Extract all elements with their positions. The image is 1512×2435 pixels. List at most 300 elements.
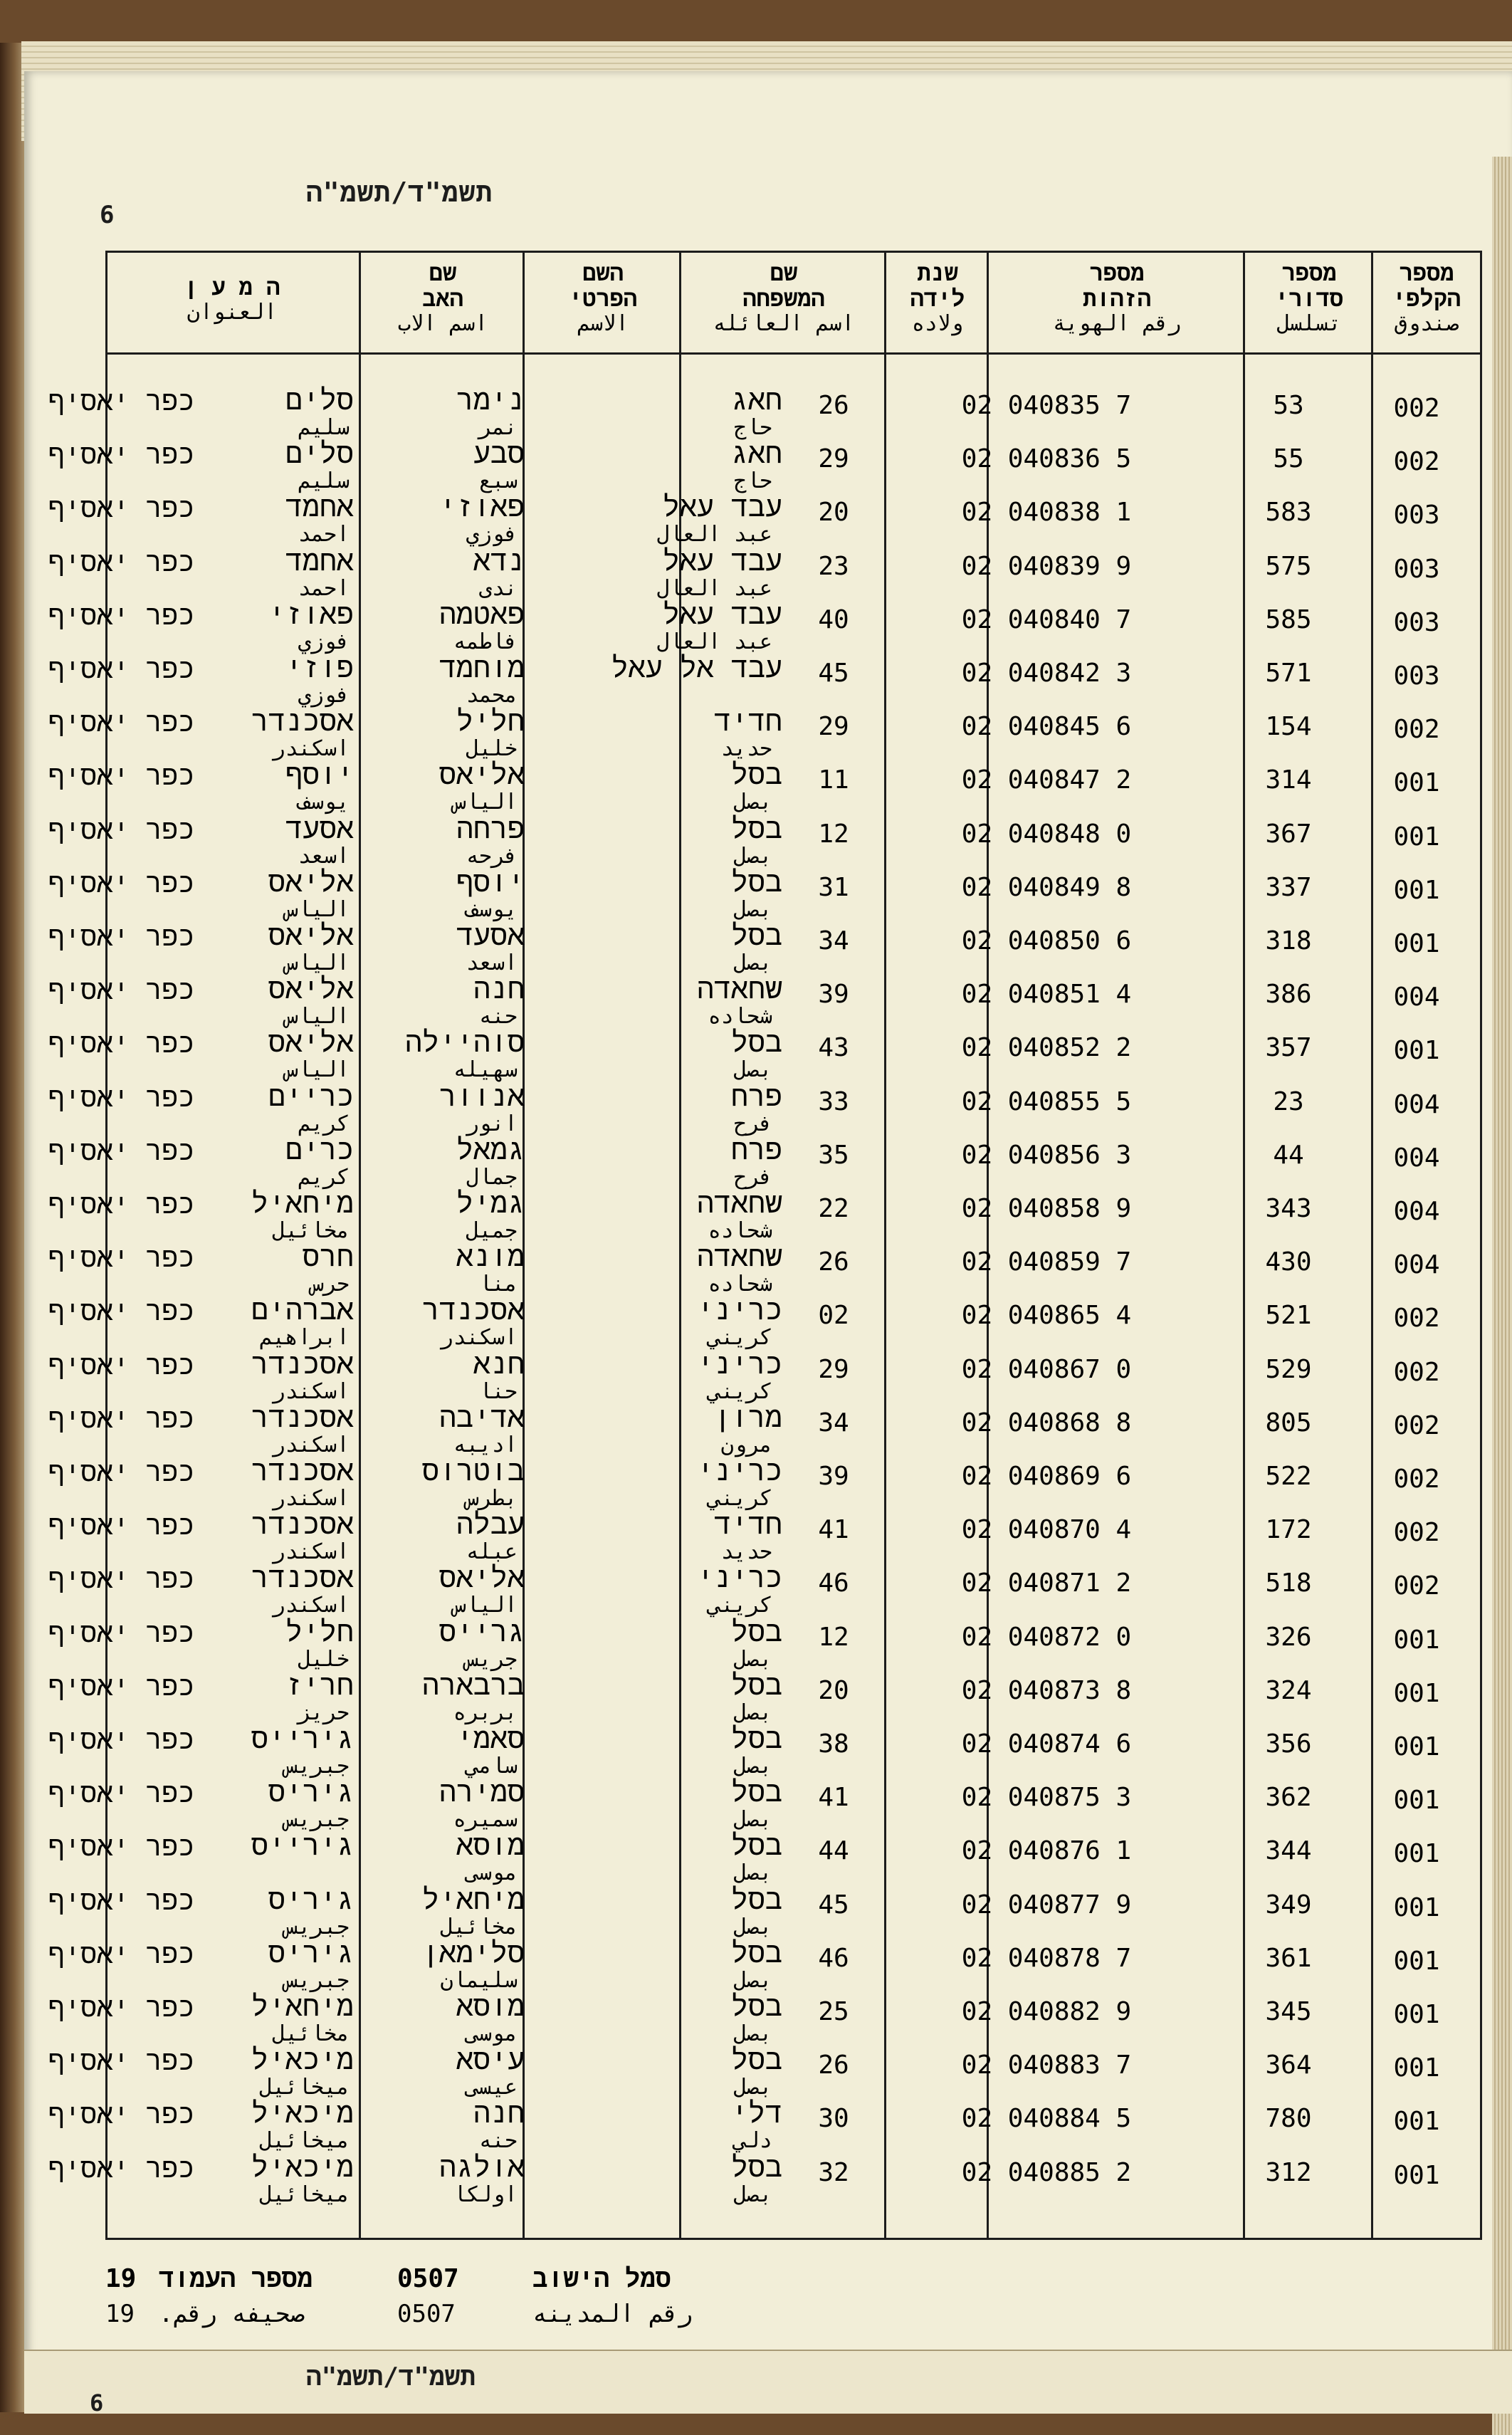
id-number: 02 040878 7 — [961, 1943, 1132, 1973]
serial-number: 343 — [1265, 1194, 1312, 1223]
id-number: 02 040877 9 — [961, 1890, 1132, 1920]
family-name: עבד עאל — [662, 491, 782, 524]
id-number: 02 040872 0 — [961, 1622, 1132, 1652]
given-name: עבלה — [456, 1508, 525, 1541]
address: כפר יאסיף — [48, 545, 194, 577]
given-name-arabic: حنا — [478, 1378, 518, 1404]
given-name-arabic: انور — [466, 1111, 518, 1136]
family-name: בסל — [730, 812, 782, 845]
family-name-arabic: فرح — [733, 1164, 772, 1190]
given-name-arabic: سليمان — [440, 1967, 518, 1993]
page-stack-right-edge — [1492, 157, 1512, 2435]
table-row — [48, 1079, 1480, 1138]
birth-year: 41 — [818, 1515, 849, 1545]
birth-year: 11 — [818, 765, 849, 795]
id-number: 02 040883 7 — [961, 2051, 1132, 2080]
table-row — [48, 1990, 1480, 2048]
given-name: חנה — [473, 973, 525, 1006]
address: כפר יאסיף — [48, 1402, 194, 1434]
serial-number: 349 — [1265, 1890, 1312, 1920]
given-name: גמאל — [456, 1133, 525, 1166]
table-row — [48, 1776, 1480, 1833]
father-name-arabic: احمد — [298, 522, 350, 548]
address: כפר יאסיף — [48, 1027, 194, 1059]
id-number: 02 040852 2 — [961, 1033, 1132, 1063]
birth-year: 34 — [818, 1408, 849, 1438]
id-number: 02 040835 7 — [961, 391, 1132, 420]
box-number: 001 — [1393, 1036, 1440, 1066]
family-name: בסל — [730, 1722, 782, 1755]
box-number: 001 — [1393, 2107, 1440, 2137]
birth-year: 33 — [818, 1086, 849, 1116]
table-row — [48, 1882, 1480, 1941]
id-number: 02 040876 1 — [961, 1836, 1132, 1866]
given-name-arabic: جمال — [466, 1164, 518, 1190]
family-name-arabic: بصل — [733, 2075, 772, 2100]
box-number: 004 — [1393, 1089, 1440, 1119]
family-name: עבד עאל — [662, 544, 782, 577]
father-name: אסכנדר — [251, 1561, 354, 1595]
address: כפר יאסיף — [48, 1670, 194, 1702]
address: כפר יאסיף — [48, 2152, 194, 2184]
father-name-arabic: فوزي — [298, 629, 350, 654]
family-name: שחאדה — [696, 1187, 782, 1220]
father-name: יוסף — [285, 758, 354, 792]
next-page-sheet — [24, 2350, 1512, 2414]
serial-number: 356 — [1265, 1729, 1312, 1759]
footer-page-value-ar: 19 — [105, 2300, 135, 2328]
id-number: 02 040885 2 — [961, 2157, 1132, 2187]
family-name-arabic: فرح — [733, 1111, 772, 1136]
father-name-arabic: كريم — [298, 1164, 350, 1190]
father-name-arabic: الياس — [285, 1057, 350, 1083]
family-name: חאג — [730, 437, 782, 471]
serial-number: 780 — [1265, 2104, 1312, 2134]
table-row — [48, 437, 1480, 495]
father-name-arabic: اسكندر — [272, 1432, 350, 1457]
family-name: בסל — [730, 1776, 782, 1809]
given-name: אליאס — [439, 758, 525, 792]
father-name-arabic: خليل — [298, 1646, 350, 1672]
family-name: בסל — [730, 2150, 782, 2184]
table-row — [48, 1026, 1480, 1084]
box-number: 001 — [1393, 929, 1440, 958]
address: כפר יאסיף — [48, 599, 194, 631]
id-number: 02 040855 5 — [961, 1086, 1132, 1116]
given-name-arabic: اولكا — [453, 2182, 518, 2207]
birth-year: 26 — [818, 1247, 849, 1277]
address: כפר יאסיף — [48, 1991, 194, 2023]
table-row — [48, 1133, 1480, 1191]
given-name: אסעד — [456, 919, 525, 952]
table-row — [48, 1294, 1480, 1351]
box-number: 002 — [1393, 1410, 1440, 1440]
table-row — [48, 1240, 1480, 1298]
family-name-arabic: بصل — [733, 843, 772, 869]
given-name: בוטרוס — [421, 1455, 525, 1487]
given-name: פאוזי — [439, 491, 525, 524]
father-name: מיכאיל — [251, 2097, 354, 2130]
serial-number: 362 — [1265, 1783, 1312, 1813]
birth-year: 12 — [818, 1622, 849, 1652]
given-name: מיחאיל — [421, 1882, 525, 1916]
given-name-arabic: فاطمه — [453, 629, 518, 654]
serial-number: 575 — [1265, 551, 1312, 581]
id-number: 02 040849 8 — [961, 872, 1132, 902]
address: כפר יאסיף — [48, 1724, 194, 1755]
footer-page-label-ar: صحيفه رقم. — [159, 2300, 305, 2328]
birth-year: 34 — [818, 926, 849, 955]
address: כפר יאסיף — [48, 1831, 194, 1863]
birth-year: 02 — [818, 1301, 849, 1331]
box-number: 002 — [1393, 1518, 1440, 1548]
footer-page-value: 19 — [105, 2264, 137, 2293]
family-name-arabic: بصل — [733, 1860, 772, 1886]
father-name: אסכנדר — [251, 1347, 354, 1381]
given-name-arabic: حنه — [478, 1004, 518, 1030]
birth-year: 45 — [818, 1890, 849, 1920]
table-row — [48, 491, 1480, 548]
box-number: 004 — [1393, 1197, 1440, 1226]
family-name-arabic: بصل — [733, 1807, 772, 1833]
family-name: חדיד — [713, 1508, 782, 1541]
family-name-arabic: بصل — [733, 1754, 772, 1779]
birth-year: 29 — [818, 444, 849, 474]
family-name-arabic: حديد — [720, 736, 772, 762]
family-name: שחאדה — [696, 1240, 782, 1274]
header-id: מספר הזהות رقم الهوية — [1052, 259, 1182, 336]
family-name-arabic: كريني — [708, 1486, 772, 1511]
family-name: מרון — [713, 1400, 782, 1434]
id-number: 02 040869 6 — [961, 1462, 1132, 1491]
father-name: גיריס — [268, 1936, 354, 1969]
father-name-arabic: جبريس — [285, 1914, 350, 1939]
box-number: 002 — [1393, 1304, 1440, 1334]
serial-number: 53 — [1273, 391, 1304, 420]
father-name-arabic: حرس — [310, 1272, 350, 1297]
address: כפר יאסיף — [48, 760, 194, 792]
address: כפר יאסיף — [48, 1937, 194, 1969]
given-name: גמיל — [456, 1187, 525, 1220]
birth-year: 29 — [818, 712, 849, 742]
box-number: 003 — [1393, 607, 1440, 637]
given-name-arabic: عبله — [466, 1539, 518, 1565]
father-name: אליאס — [268, 1026, 354, 1059]
box-number: 003 — [1393, 554, 1440, 584]
father-name: אחמד — [285, 544, 354, 577]
father-name-arabic: اسكندر — [272, 1593, 350, 1618]
page-footer — [105, 2264, 1482, 2342]
serial-number: 571 — [1265, 659, 1312, 688]
table-header-row — [107, 253, 1480, 355]
birth-year: 43 — [818, 1033, 849, 1063]
family-name: בסל — [730, 758, 782, 792]
table-row — [48, 597, 1480, 656]
family-name: בסל — [730, 1615, 782, 1648]
given-name: אליאס — [439, 1561, 525, 1595]
family-name-arabic: حاج — [733, 468, 772, 494]
family-name-arabic: بصل — [733, 1646, 772, 1672]
given-name: מוסא — [456, 1829, 525, 1863]
table-row — [48, 1508, 1480, 1566]
address: כפר יאסיף — [48, 974, 194, 1006]
address: כפר יאסיף — [48, 1242, 194, 1274]
serial-number: 357 — [1265, 1033, 1312, 1063]
family-name: פרח — [730, 1133, 782, 1166]
given-name: סמירה — [439, 1776, 525, 1809]
family-name-arabic: شحاده — [708, 1272, 772, 1297]
given-name-arabic: اسعد — [466, 951, 518, 975]
header-family-name: שם המשפחה اسم العائله — [713, 259, 855, 336]
family-name-arabic: بصل — [733, 1057, 772, 1083]
table-row — [48, 2097, 1480, 2154]
table-row — [48, 1400, 1480, 1459]
given-name-arabic: اديبه — [453, 1432, 518, 1457]
serial-number: 326 — [1265, 1622, 1312, 1652]
page-number: 6 — [100, 201, 115, 229]
father-name-arabic: اسكندر — [272, 736, 350, 762]
address: כפר יאסיף — [48, 1456, 194, 1487]
id-number: 02 040847 2 — [961, 765, 1132, 795]
serial-number: 805 — [1265, 1408, 1312, 1438]
box-number: 001 — [1393, 1625, 1440, 1655]
birth-year: 32 — [818, 2157, 849, 2187]
address: כפר יאסיף — [48, 1616, 194, 1648]
father-name: מיחאיל — [251, 1187, 354, 1220]
id-number: 02 040845 6 — [961, 712, 1132, 742]
id-number: 02 040873 8 — [961, 1675, 1132, 1705]
table-row — [48, 865, 1480, 923]
birth-year: 35 — [818, 1140, 849, 1170]
header-birth-year: שנת לידה ولاده — [910, 259, 965, 336]
address: כפר יאסיף — [48, 385, 194, 417]
birth-year: 25 — [818, 1997, 849, 2026]
address: כפר יאסיף — [48, 2098, 194, 2130]
box-number: 001 — [1393, 2053, 1440, 2083]
given-name: פרחה — [456, 812, 525, 845]
father-name: מיחאיל — [251, 1990, 354, 2023]
family-name: דלי — [730, 2097, 782, 2130]
father-name: סלים — [285, 437, 354, 471]
given-name: מוחמד — [439, 651, 525, 684]
given-name-arabic: خليل — [466, 736, 518, 762]
table-row — [48, 651, 1480, 709]
family-name: עבד אל עאל — [611, 651, 782, 684]
birth-year: 20 — [818, 1675, 849, 1705]
father-name: כרים — [285, 1133, 354, 1166]
table-row — [48, 705, 1480, 763]
id-number: 02 040840 7 — [961, 604, 1132, 634]
family-name: בסל — [730, 1829, 782, 1863]
given-name-arabic: جريس — [466, 1646, 518, 1672]
address: כפר יאסיף — [48, 1563, 194, 1595]
serial-number: 583 — [1265, 498, 1312, 528]
father-name-arabic: اسعد — [298, 843, 350, 869]
birth-year: 39 — [818, 1462, 849, 1491]
father-name-arabic: مخائيل — [272, 2021, 350, 2046]
box-number: 001 — [1393, 822, 1440, 852]
id-number: 02 040850 6 — [961, 926, 1132, 955]
birth-year: 31 — [818, 872, 849, 902]
family-name: חדיד — [713, 705, 782, 738]
given-name-arabic: عيسى — [466, 2075, 518, 2100]
father-name: חליל — [285, 1615, 354, 1648]
address: כפר יאסיף — [48, 2045, 194, 2077]
family-name: עבד עאל — [662, 597, 782, 631]
given-name-arabic: ندى — [478, 575, 518, 601]
birth-year: 12 — [818, 819, 849, 849]
family-name: כריני — [696, 1347, 782, 1381]
family-name-arabic: مرون — [720, 1432, 772, 1457]
family-name: שחאדה — [696, 973, 782, 1006]
father-name-arabic: احمد — [298, 575, 350, 601]
family-name: פרח — [730, 1079, 782, 1113]
father-name: גיריס — [268, 1882, 354, 1916]
address: כפר יאסיף — [48, 492, 194, 524]
table-row — [48, 1561, 1480, 1619]
family-name: בסל — [730, 1936, 782, 1969]
father-name: אליאס — [268, 973, 354, 1006]
birth-year: 40 — [818, 604, 849, 634]
serial-number: 361 — [1265, 1943, 1312, 1973]
box-number: 001 — [1393, 1839, 1440, 1869]
table-row — [48, 2150, 1480, 2209]
given-name-arabic: اسكندر — [440, 1325, 518, 1351]
family-name-arabic: شحاده — [708, 1004, 772, 1030]
given-name-arabic: يوسف — [466, 896, 518, 922]
birth-year: 46 — [818, 1943, 849, 1973]
serial-number: 55 — [1273, 444, 1304, 474]
table-row — [48, 973, 1480, 1030]
serial-number: 44 — [1273, 1140, 1304, 1170]
footer-settlement-label: סמל הישוב — [532, 2264, 671, 2293]
given-name: אולגה — [439, 2150, 525, 2184]
father-name-arabic: فوزي — [298, 683, 350, 708]
father-name-arabic: اسكندر — [272, 1486, 350, 1511]
footer-settlement-code-ar: 0507 — [397, 2300, 456, 2328]
id-number: 02 040851 4 — [961, 980, 1132, 1010]
father-name-arabic: حريز — [298, 1700, 350, 1725]
family-name-arabic: بصل — [733, 1700, 772, 1725]
given-name-arabic: الياس — [453, 1593, 518, 1618]
serial-number: 154 — [1265, 712, 1312, 742]
given-name: סבע — [473, 437, 525, 471]
father-name: פוזי — [285, 651, 354, 684]
address: כפר יאסיף — [48, 866, 194, 899]
given-name: חנה — [473, 2097, 525, 2130]
family-name-arabic: بصل — [733, 1967, 772, 1993]
box-number: 002 — [1393, 1465, 1440, 1494]
address: כפר יאסיף — [48, 1295, 194, 1327]
table-row — [48, 384, 1480, 441]
father-name-arabic: ميخائيل — [259, 2075, 350, 2100]
id-number: 02 040867 0 — [961, 1354, 1132, 1384]
father-name-arabic: يوسف — [298, 790, 350, 815]
given-name-arabic: نمر — [478, 415, 518, 440]
table-row — [48, 1187, 1480, 1245]
father-name: אברהים — [251, 1294, 354, 1327]
given-name-arabic: بطرس — [466, 1486, 518, 1511]
address: כפר יאסיף — [48, 706, 194, 738]
address: כפר יאסיף — [48, 1349, 194, 1381]
next-page-title: תשמ"ד/תשמ"ה — [306, 2362, 476, 2392]
father-name: כריים — [268, 1079, 354, 1113]
box-number: 002 — [1393, 394, 1440, 423]
table-row — [48, 919, 1480, 977]
serial-number: 367 — [1265, 819, 1312, 849]
birth-year: 23 — [818, 551, 849, 581]
table-row — [48, 1347, 1480, 1405]
father-name: גירייס — [251, 1829, 354, 1863]
serial-number: 23 — [1273, 1086, 1304, 1116]
given-name: ברבארה — [421, 1668, 525, 1702]
father-name-arabic: ميخائيل — [259, 2128, 350, 2154]
given-name: אנוור — [439, 1079, 525, 1113]
next-page-number: 6 — [90, 2389, 104, 2416]
table-row — [48, 544, 1480, 602]
id-number: 02 040836 5 — [961, 444, 1132, 474]
given-name: אסכנדר — [421, 1294, 525, 1327]
family-name-arabic: حاج — [733, 415, 772, 440]
father-name: מיכאיל — [251, 2150, 354, 2184]
father-name-arabic: الياس — [285, 896, 350, 922]
family-name-arabic: بصل — [733, 2021, 772, 2046]
family-name: בסל — [730, 919, 782, 952]
given-name-arabic: الياس — [453, 790, 518, 815]
address: כפר יאסיף — [48, 1188, 194, 1220]
family-name: בסל — [730, 1668, 782, 1702]
id-number: 02 040865 4 — [961, 1301, 1132, 1331]
given-name: יוסף — [456, 865, 525, 899]
box-number: 001 — [1393, 1892, 1440, 1922]
family-name-arabic: شحاده — [708, 1218, 772, 1243]
father-name-arabic: كريم — [298, 1111, 350, 1136]
box-number: 003 — [1393, 661, 1440, 691]
birth-year: 45 — [818, 659, 849, 688]
birth-year: 20 — [818, 498, 849, 528]
table-row — [48, 1668, 1480, 1727]
table-row — [48, 1722, 1480, 1780]
header-box: מספר הקלפי صندوق — [1392, 259, 1461, 336]
id-number: 02 040884 5 — [961, 2104, 1132, 2134]
given-name-arabic: مخائيل — [440, 1914, 518, 1939]
address: כפר יאסיף — [48, 653, 194, 684]
family-name-arabic: بصل — [733, 790, 772, 815]
given-name: עיסא — [456, 2043, 525, 2077]
birth-year: 22 — [818, 1194, 849, 1223]
father-name: אסכנדר — [251, 705, 354, 738]
father-name-arabic: جبريس — [285, 1754, 350, 1779]
address: כפר יאסיף — [48, 1081, 194, 1113]
header-given-name: השם הפרטי الاسم — [568, 259, 637, 336]
box-number: 004 — [1393, 1143, 1440, 1173]
serial-number: 312 — [1265, 2157, 1312, 2187]
given-name: סאמי — [456, 1722, 525, 1755]
box-number: 001 — [1393, 1732, 1440, 1761]
family-name-arabic: بصل — [733, 896, 772, 922]
footer-page-label: מספר העמוד — [159, 2264, 313, 2293]
birth-year: 38 — [818, 1729, 849, 1759]
family-name: בסל — [730, 865, 782, 899]
given-name-arabic: موسى — [466, 1860, 518, 1886]
table-row — [48, 1615, 1480, 1673]
given-name: חנא — [473, 1347, 525, 1381]
birth-year: 39 — [818, 980, 849, 1010]
box-number: 004 — [1393, 1250, 1440, 1280]
birth-year: 41 — [818, 1783, 849, 1813]
birth-year: 44 — [818, 1836, 849, 1866]
serial-number: 529 — [1265, 1354, 1312, 1384]
